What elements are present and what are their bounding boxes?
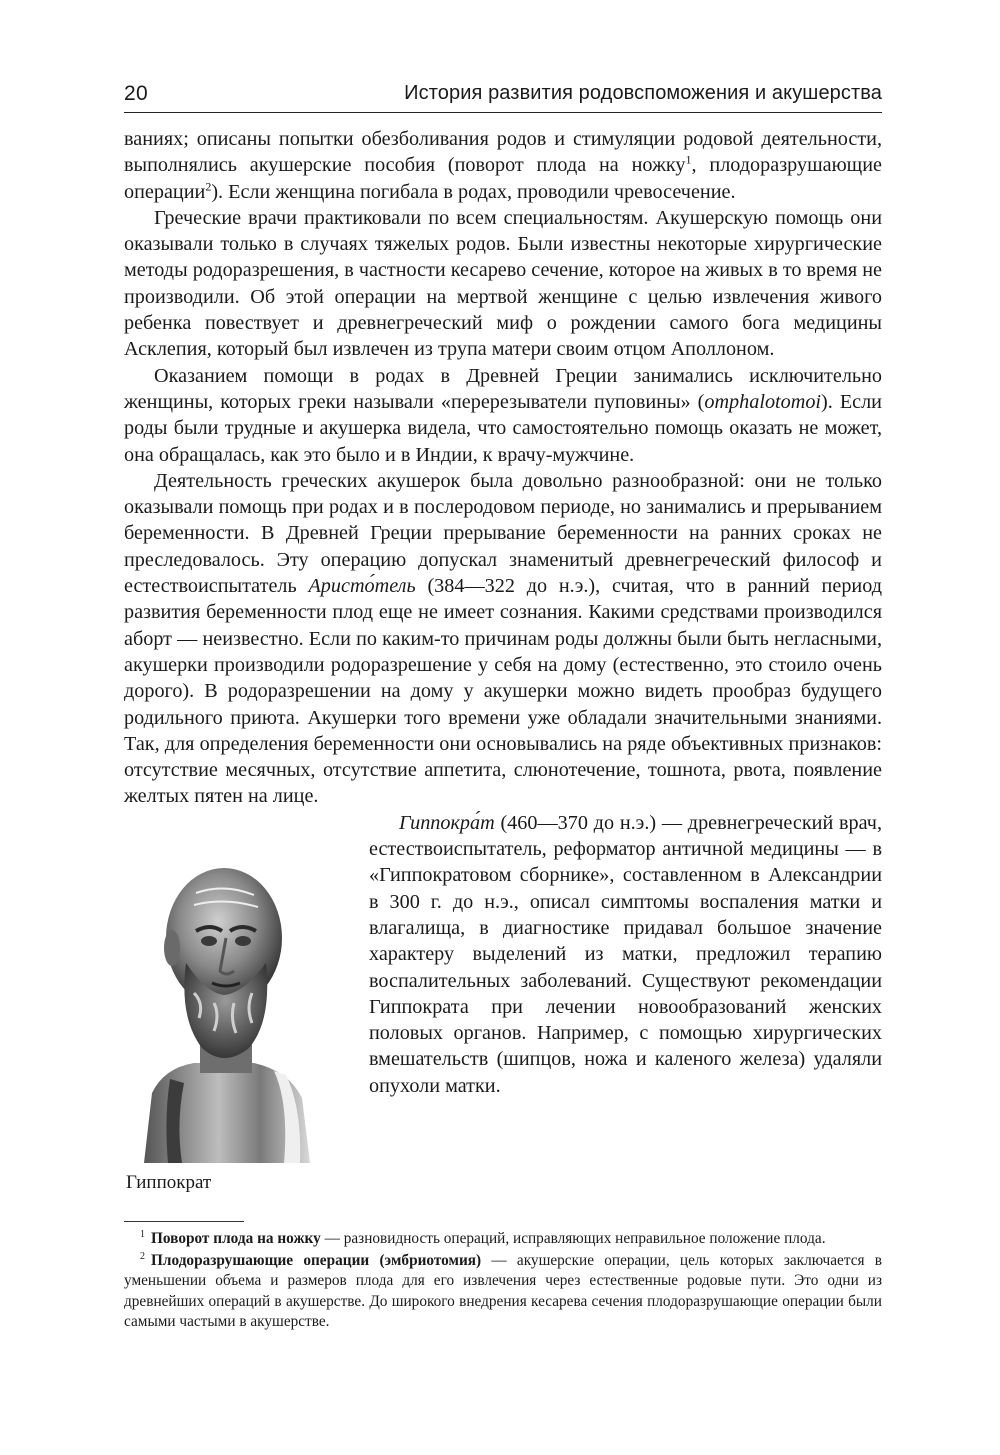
name-aristotle: Аристо́тель [308, 575, 416, 598]
paragraph-1-text-c: ). Если женщина погибала в родах, проводили чревосечение. [211, 180, 736, 203]
footnote-1-mark: 1 [140, 1228, 145, 1240]
name-hippocrates: Гиппокра́т [399, 811, 495, 834]
paragraph-4-text-b: (384—322 до н.э.), считая, что в ранний период развития беременности плод еще не имеет сознания. Какими средствами производился аборт — неизвестно. Если по каким-то причинам роды должны были быть негласными, акушерки производили родоразрешение у себя на дому (естественно, это стоило очень дорого). В родоразрешении на дому у акушерки можно видеть прообраз будущего родильного приюта. Акушерки того времени уже обладали значительными знаниями. Так, для определения беременности они основывались на ряде объективных признаков: отсутствие месячных, отсутствие аппетита, слюнотечение, тошнота, рвота, появление желтых пятен на лице. [124, 575, 882, 808]
page-header [124, 82, 882, 116]
page-number: 20 [124, 82, 148, 105]
footnote-1-term: Поворот плода на ножку [151, 1230, 321, 1247]
hippocrates-bust-image [124, 843, 324, 1163]
paragraph-4-text-a: Деятельность греческих акушерок была довольно разнообразной: они не только оказывали помощь при родах и в послеродовом периоде, но занимались и прерыванием беременности. В Древней Греции прерывание беременности на ранних сроках не преследовалось. Эту операцию допускал знаменитый древнегреческий философ и естествоиспытатель [124, 469, 882, 598]
footnotes [124, 1229, 882, 1334]
footnote-1 [124, 1229, 882, 1250]
footnote-2-text: — акушерские операции, цель которых заключается в уменьшении объема и размеров плода для его извлечения через естественные родовые пути. Это одни из древнейших операций в акушерстве. До широкого внедрения кесарева сечения плодоразрушающие операции были самыми частыми в акушерстве. [124, 1251, 882, 1331]
paragraph-4 [124, 468, 882, 810]
paragraph-5-text: (460—370 до н.э.) — древнегреческий врач, естествоиспытатель, реформатор античной медицины — в «Гиппократовом сборнике», составленном в Александрии в 300 г. до н.э., описал симптомы воспаления матки и влагалища, в диагностике придавал большое значение характеру выделений из матки, предложил терапию воспалительных заболеваний. Существуют рекомендации Гиппократа при лечении новообразований женских половых органов. Например, с помощью хирургических вмешательств (шипцов, ножа и каленого железа) удаляли опухоли матки. [369, 811, 882, 1097]
footnote-2 [124, 1251, 882, 1333]
footnote-1-text: — разновидность операций, исправляющих неправильное положение плода. [320, 1230, 826, 1247]
paragraph-3 [124, 363, 882, 468]
footnote-2-term: Плодоразрушающие операции (эмбриотомия) [151, 1251, 482, 1269]
hippocrates-figure [124, 823, 339, 1200]
main-text [124, 126, 882, 1200]
footnote-2-mark: 2 [140, 1250, 145, 1262]
paragraph-3-text-b: ). Если роды были трудные и акушерка видела, что самостоятельно помощь оказать не может, она обращалась, как это было и в Индии, к врачу-мужчине. [124, 390, 882, 466]
figure-caption: Гиппократ [126, 1171, 212, 1193]
running-title: История развития родовспоможения и акушерства [404, 82, 882, 104]
term-omphalotomoi: omphalotomoi [704, 390, 822, 413]
header-rule [124, 112, 882, 113]
footnote-separator [124, 1221, 244, 1222]
footnote-ref-2[interactable]: 2 [205, 178, 212, 193]
paragraph-1-text-b: , плодоразрушающие операции [124, 154, 882, 203]
paragraph-2: Греческие врачи практиковали по всем специальностям. Акушерскую помощь они оказывали только в случаях тяжелых родов. Были известны некоторые хирургические методы родоразрешения, в частности кесарево сечение, которое на живых в то время не производили. Об этой операции на мертвой женщине с целью извлечения живого ребенка повествует и древнегреческий миф о рождении самого бога медицины Асклепия, который был извлечен из трупа матери своим отцом Аполлоном. [124, 206, 882, 361]
paragraph-1 [124, 126, 882, 205]
paragraph-3-text-a: Оказанием помощи в родах в Древней Греции занимались исключительно женщины, которых греки называли «перерезыватели пуповины» ( [124, 364, 882, 413]
footnote-ref-1[interactable]: 1 [685, 152, 692, 167]
paragraph-1-text-a: ваниях; описаны попытки обезболивания родов и стимуляции родовой деятельности, выполнялись акушерские пособия (поворот плода на ножку [124, 128, 882, 177]
